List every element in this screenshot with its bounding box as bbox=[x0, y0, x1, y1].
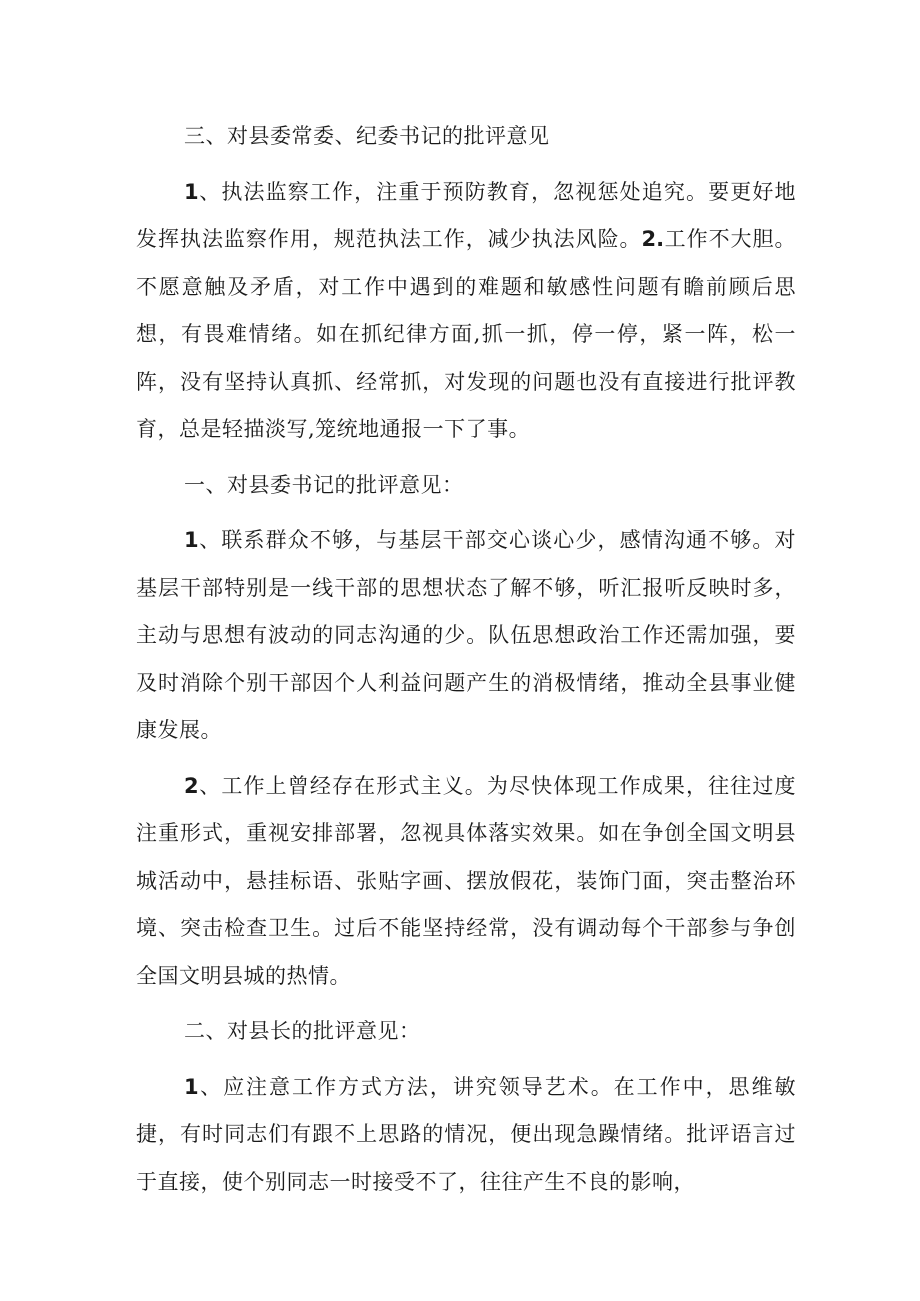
section-heading-3: 三、对县委常委、纪委书记的批评意见 bbox=[184, 124, 550, 148]
paragraph-text: 、工作上曾经存在形式主义。为尽快体现工作成果，往往过度注重形式，重视安排部署，忽视具体落实效果。如在争创全国文明县城活动中，悬挂标语、张贴字画、摆放假花，装饰门面，突击整治环境、突击检查卫生。过后不能坚持经常，没有调动每个干部参与争创全国文明县城的热情。 bbox=[136, 773, 796, 988]
item-number: 1 bbox=[184, 179, 199, 204]
paragraph-text: 、执法监察工作，注重于预防教育，忽视惩处追究。要更好地发挥执法监察作用，规范执法工作，减少执法风险。 bbox=[136, 179, 796, 251]
paragraph-text: 、联系群众不够，与基层干部交心谈心少，感情沟通不够。对基层干部特别是一线干部的思想状态了解不够，听汇报听反映时多，主动与思想有波动的同志沟通的少。队伍思想政治工作还需加强，要及时消除个别干部因个人利益问题产生的消极情绪，推动全县事业健康发展。 bbox=[136, 528, 796, 742]
item-number: 1 bbox=[184, 528, 199, 552]
item-number: 2. bbox=[641, 227, 665, 251]
section-heading-1: 一、对县委书记的批评意见： bbox=[184, 472, 464, 497]
paragraph-text: 工作不大胆。不愿意触及矛盾，对工作中遇到的难题和敏感性问题有瞻前顾后思想，有畏难情绪。如在抓纪律方面,抓一抓，停一停，紧一阵，松一阵，没有坚持认真抓、经常抓，对发现的问题也没有直接进行批评教育，总是轻描淡写,笼统地通报一下了事。 bbox=[136, 227, 797, 441]
paragraph bbox=[136, 763, 796, 1001]
item-number: 1 bbox=[184, 1074, 199, 1099]
paragraph-text: 、应注意工作方式方法，讲究领导艺术。在工作中，思维敏捷，有时同志们有跟不上思路的情况，便出现急躁情绪。批评语言过于直接，使个别同志一时接受不了，往往产生不良的影响， bbox=[136, 1074, 796, 1194]
item-number: 2 bbox=[184, 773, 199, 798]
paragraph bbox=[136, 1064, 796, 1207]
paragraph bbox=[136, 517, 796, 755]
section-heading-2: 二、对县长的批评意见： bbox=[184, 1019, 421, 1043]
document-body bbox=[136, 113, 796, 1214]
paragraph bbox=[136, 169, 796, 454]
